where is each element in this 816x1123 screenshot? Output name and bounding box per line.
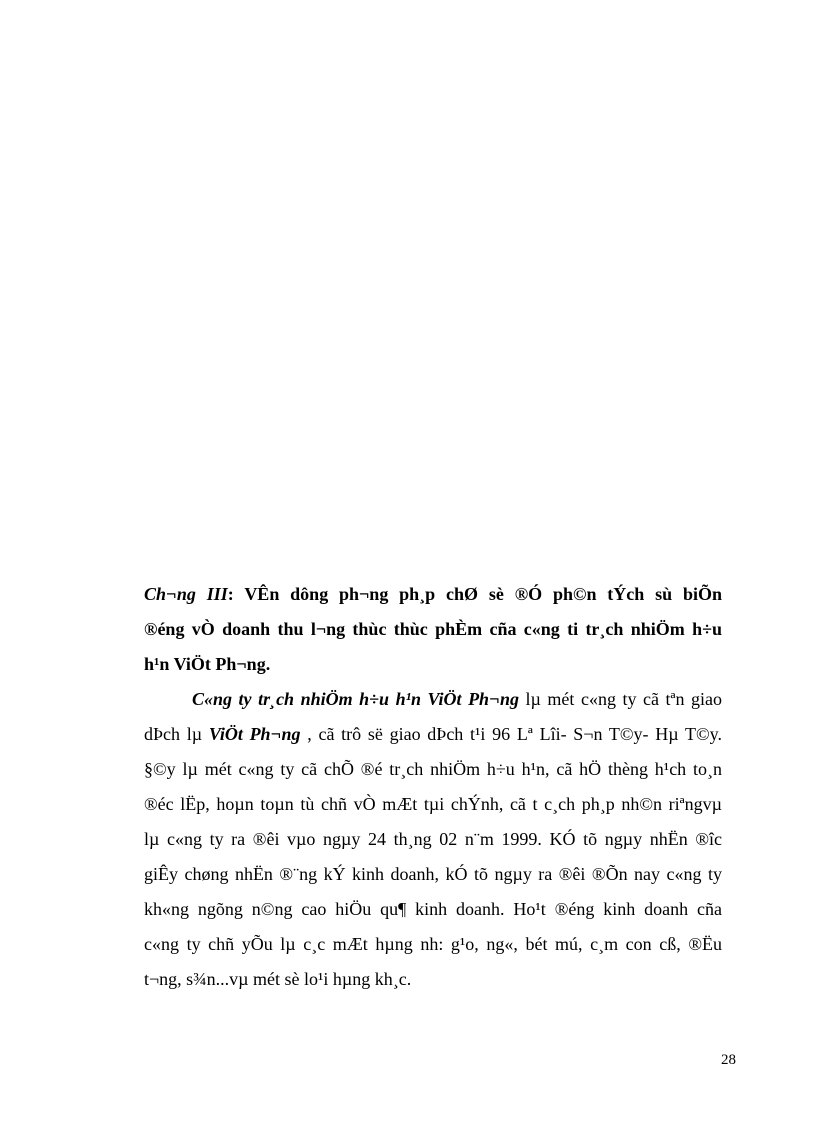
page-number: 28 xyxy=(721,1052,736,1068)
paragraph-line-3: §©y lµ mét c«ng ty cã chÕ ®é tr¸ch nhiÖm h÷u h¹n, cã hÖ thèng h¹ch to¸n xyxy=(144,759,722,779)
chapter-colon: : xyxy=(227,584,245,604)
paragraph-line-6: giÊy chøng nhËn ®¨ng kÝ kinh doanh, kÓ tõ ngµy ra ®êi ®Õn nay c«ng ty xyxy=(144,864,722,884)
trade-name: ViÖt Ph¬ng xyxy=(208,724,301,744)
paragraph-line-2-text: , cã trô së giao dÞch t¹i 96 Lª Lîi- S¬n T©y- Hµ T©y. xyxy=(300,724,722,744)
chapter-heading-line-3: h¹n ViÖt Ph¬ng. xyxy=(144,654,271,674)
paragraph-line-2-start: dÞch lµ xyxy=(144,724,209,744)
paragraph-line-1 xyxy=(192,687,722,711)
paragraph-line-9: t¬ng, s¾n...vµ mét sè lo¹i hµng kh¸c. xyxy=(144,969,412,989)
chapter-title-part-1: VÊn dông ph¬ng ph¸p chØ sè ®Ó ph©n tÝch sù biÕn xyxy=(244,584,722,604)
chapter-heading-line-2: ®éng vÒ doanh thu l¬ng thùc thùc phÈm cña c«ng ti tr¸ch nhiÖm h÷u xyxy=(144,619,722,639)
chapter-label: Ch¬ng III xyxy=(144,584,228,604)
paragraph-line-5: lµ c«ng ty ra ®êi vµo ngµy 24 th¸ng 02 n¨m 1999. KÓ tõ ngµy nhËn ®îc xyxy=(144,829,722,849)
chapter-heading-line-1 xyxy=(144,582,722,606)
paragraph-line-4: ®éc lËp, hoµn toµn tù chñ vÒ mÆt tµi chÝnh, cã t c¸ch ph¸p nh©n riªngvµ xyxy=(144,794,722,814)
company-name: C«ng ty tr¸ch nhiÖm h÷u h¹n ViÖt Ph¬ng xyxy=(192,689,519,709)
paragraph-line-7: kh«ng ngõng n©ng cao hiÖu qu¶ kinh doanh. Ho¹t ®éng kinh doanh cña xyxy=(144,899,722,919)
paragraph-line-8: c«ng ty chñ yÕu lµ c¸c mÆt hµng nh: g¹o, ng«, bét mú, c¸m con cß, ®Ëu xyxy=(144,934,722,954)
paragraph-line-1-text: lµ mét c«ng ty cã tªn giao xyxy=(519,689,722,709)
paragraph-line-2 xyxy=(144,722,722,746)
